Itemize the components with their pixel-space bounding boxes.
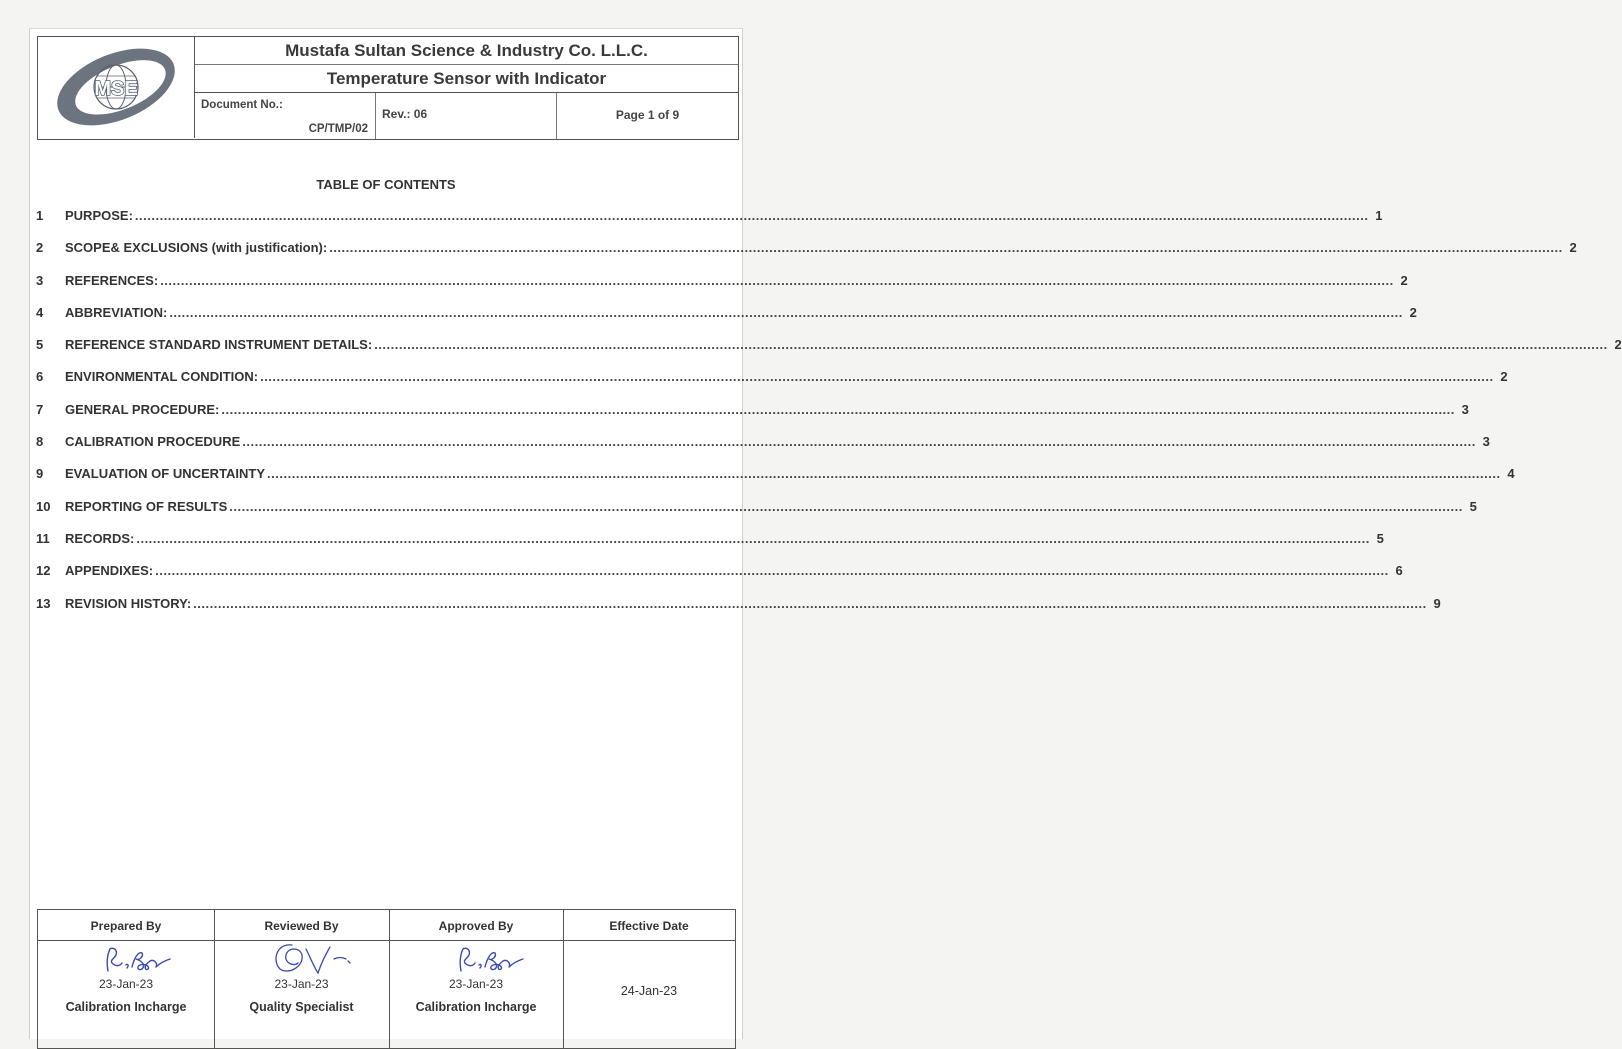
toc-item[interactable]	[36, 208, 1383, 240]
toc-item-title: REFERENCE STANDARD INSTRUMENT DETAILS:	[65, 337, 373, 353]
toc-item-title: EVALUATION OF UNCERTAINTY	[65, 466, 266, 482]
toc-item-title: REFERENCES:	[65, 272, 159, 288]
toc-leader-dots: ............................................................................................................................................................................................................................................................................................................	[136, 530, 1370, 546]
toc-item[interactable]	[36, 272, 1408, 305]
toc-item-title: SCOPE& EXCLUSIONS (with justification):	[65, 240, 328, 256]
svg-text:MSE: MSE	[94, 78, 138, 100]
revision-cell	[376, 93, 557, 139]
toc-leader-dots: ............................................................................................................................................................................................................................................................................................................	[160, 272, 1394, 288]
toc-item[interactable]	[36, 530, 1384, 563]
toc-item-page: 2	[1409, 304, 1417, 320]
toc-leader-dots: ............................................................................................................................................................................................................................................................................................................	[155, 563, 1389, 579]
reviewed-by-role: Quality Specialist	[249, 1000, 354, 1014]
toc-item-page: 5	[1469, 498, 1477, 514]
toc-item-page: 2	[1614, 337, 1622, 353]
toc-heading: TABLE OF CONTENTS	[316, 177, 456, 192]
approved-by-signature	[389, 941, 563, 977]
toc-item-title: REVISION HISTORY:	[65, 595, 192, 611]
page-number: Page 1 of 9	[615, 108, 680, 122]
toc-item-number: 6	[36, 369, 44, 385]
document-number-cell	[195, 93, 376, 139]
approved-by-column	[389, 910, 564, 1048]
toc-leader-dots: ............................................................................................................................................................................................................................................................................................................	[267, 466, 1501, 482]
prepared-by-role: Calibration Incharge	[65, 1000, 187, 1014]
toc-item-page: 2	[1500, 369, 1508, 385]
toc-item-title: ENVIRONMENTAL CONDITION:	[65, 369, 259, 385]
toc-leader-dots: ............................................................................................................................................................................................................................................................................................................	[260, 369, 1494, 385]
toc-item[interactable]	[36, 563, 1403, 595]
toc-item[interactable]	[36, 401, 1469, 434]
toc-leader-dots: ............................................................................................................................................................................................................................................................................................................	[242, 434, 1476, 450]
reviewed-by-signature	[214, 941, 389, 977]
toc-leader-dots: ............................................................................................................................................................................................................................................................................................................	[229, 498, 1463, 514]
prepared-by-header: Prepared By	[38, 910, 214, 941]
page-number-cell	[557, 93, 738, 139]
toc-leader-dots: ............................................................................................................................................................................................................................................................................................................	[193, 595, 1427, 611]
reviewed-by-column	[214, 910, 390, 1048]
toc-item-number: 10	[36, 498, 51, 514]
approved-by-role: Calibration Incharge	[415, 1000, 537, 1014]
revision-value: Rev.: 06	[382, 107, 428, 121]
toc-item-number: 2	[36, 240, 44, 256]
toc-leader-dots: ............................................................................................................................................................................................................................................................................................................	[329, 240, 1563, 256]
toc-item-page: 9	[1433, 595, 1441, 611]
toc-item[interactable]	[36, 466, 1515, 498]
toc-leader-dots: ............................................................................................................................................................................................................................................................................................................	[221, 401, 1455, 417]
toc-item[interactable]	[36, 498, 1477, 531]
toc-item-page: 3	[1461, 401, 1469, 417]
document-number-value: CP/TMP/02	[308, 123, 368, 135]
approved-by-date: 23-Jan-23	[448, 977, 504, 991]
toc-item-page: 2	[1569, 240, 1577, 256]
toc-item-title: APPENDIXES:	[65, 563, 154, 579]
toc-item-title: ABBREVIATION:	[65, 304, 168, 320]
toc-item-page: 3	[1482, 434, 1490, 450]
toc-item-number: 9	[36, 466, 44, 482]
toc-item-number: 3	[36, 272, 44, 288]
toc-item[interactable]	[36, 369, 1508, 401]
toc-leader-dots: ............................................................................................................................................................................................................................................................................................................	[374, 337, 1608, 353]
document-page	[29, 28, 1622, 1039]
toc-item-page: 1	[1375, 208, 1383, 223]
toc-item[interactable]	[36, 595, 1441, 628]
toc-leader-dots: ............................................................................................................................................................................................................................................................................................................	[169, 304, 1403, 320]
toc-item-number: 5	[36, 337, 44, 353]
toc-item-number: 1	[36, 208, 44, 223]
toc-item-page: 5	[1376, 530, 1384, 546]
document-header	[37, 36, 739, 140]
toc-item-page: 6	[1395, 563, 1403, 579]
toc-item-number: 7	[36, 401, 44, 417]
effective-date-value: 24-Jan-23	[620, 984, 678, 998]
toc-item-page: 4	[1507, 466, 1515, 482]
effective-date-column	[563, 910, 735, 1048]
toc-item-number: 13	[36, 595, 51, 611]
toc-item-title: RECORDS:	[65, 530, 135, 546]
toc-item-title: GENERAL PROCEDURE:	[65, 401, 220, 417]
prepared-by-column	[38, 910, 215, 1048]
toc-item-number: 4	[36, 304, 44, 320]
toc-item-number: 8	[36, 434, 44, 450]
toc-item-number: 11	[36, 530, 50, 546]
toc-item[interactable]	[36, 304, 1417, 337]
prepared-by-signature	[38, 941, 214, 977]
company-logo	[38, 37, 195, 138]
document-number-label: Document No.:	[201, 99, 283, 111]
toc-item[interactable]	[36, 434, 1490, 466]
toc-item-title: PURPOSE:	[65, 208, 133, 223]
toc-item-page: 2	[1400, 272, 1408, 288]
prepared-by-date: 23-Jan-23	[98, 977, 154, 991]
document-title: Temperature Sensor with Indicator	[195, 65, 738, 93]
approvals-table	[37, 909, 736, 1049]
toc-leader-dots: ............................................................................................................................................................................................................................................................................................................	[134, 208, 1369, 223]
reviewed-by-date: 23-Jan-23	[274, 977, 329, 991]
toc-item-title: CALIBRATION PROCEDURE	[65, 434, 241, 450]
toc-item[interactable]	[36, 240, 1577, 272]
approved-by-header: Approved By	[389, 910, 563, 941]
reviewed-by-header: Reviewed By	[214, 910, 389, 941]
toc-item-title: REPORTING OF RESULTS	[65, 498, 228, 514]
mse-logo-icon	[38, 37, 194, 138]
effective-date-header: Effective Date	[563, 910, 735, 941]
toc-item-number: 12	[36, 563, 51, 579]
document-meta-row	[195, 93, 738, 139]
toc-item[interactable]	[36, 337, 1622, 369]
table-of-contents	[36, 208, 1622, 628]
company-name: Mustafa Sultan Science & Industry Co. L.L.C.	[195, 37, 738, 65]
